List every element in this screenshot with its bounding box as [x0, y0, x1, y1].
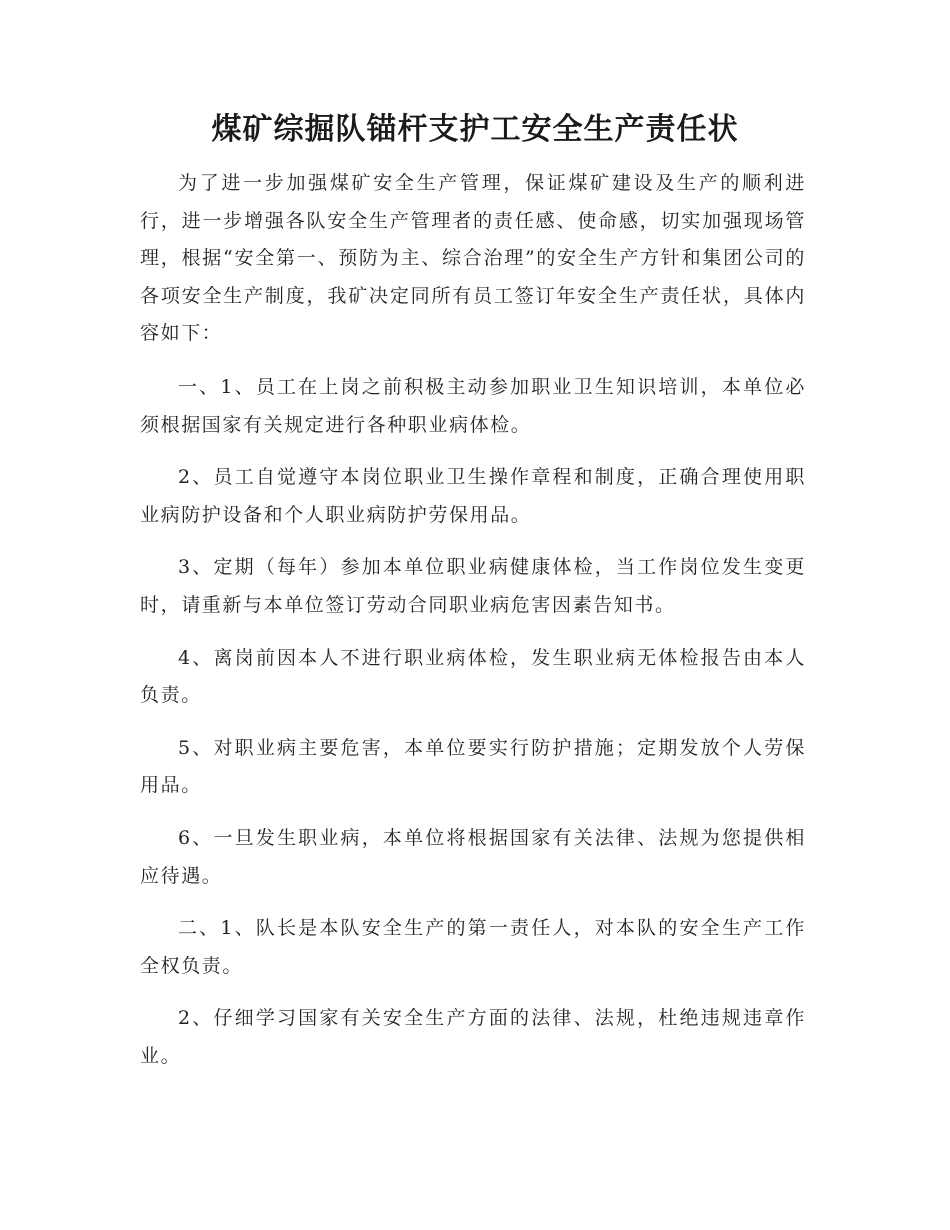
clause-1-4: 4、离岗前因本人不进行职业病体检，发生职业病无体检报告由本人负责。	[140, 646, 806, 707]
intro-paragraph: 为了进一步加强煤矿安全生产管理，保证煤矿建设及生产的顺利进行，进一步增强各队安全生产管理者的责任感、使命感，切实加强现场管理，根据“安全第一、预防为主、综合治理”的安全生产方针和集团公司的各项安全生产制度，我矿决定同所有员工签订年安全生产责任状，具体内容如下：	[140, 172, 806, 345]
document-title: 煤矿综掘队锚杆支护工安全生产责任状	[211, 112, 739, 147]
clause-2-2: 2、仔细学习国家有关安全生产方面的法律、法规，杜绝违规违章作业。	[140, 1007, 806, 1067]
clause-1-3: 3、定期（每年）参加本单位职业病健康体检，当工作岗位发生变更时，请重新与本单位签订劳动合同职业病危害因素告知书。	[140, 556, 806, 616]
clause-1-1: 一、1、员工在上岗之前积极主动参加职业卫生知识培训，本单位必须根据国家有关规定进行各种职业病体检。	[140, 375, 806, 436]
clause-1-6: 6、一旦发生职业病，本单位将根据国家有关法律、法规为您提供相应待遇。	[140, 826, 806, 887]
document-body	[140, 165, 806, 1090]
clause-1-5: 5、对职业病主要危害，本单位要实行防护措施；定期发放个人劳保用品。	[140, 736, 806, 797]
clause-2-1: 二、1、队长是本队安全生产的第一责任人，对本队的安全生产工作全权负责。	[140, 917, 806, 977]
clause-1-2: 2、员工自觉遵守本岗位职业卫生操作章程和制度，正确合理使用职业病防护设备和个人职业病防护劳保用品。	[140, 466, 806, 526]
